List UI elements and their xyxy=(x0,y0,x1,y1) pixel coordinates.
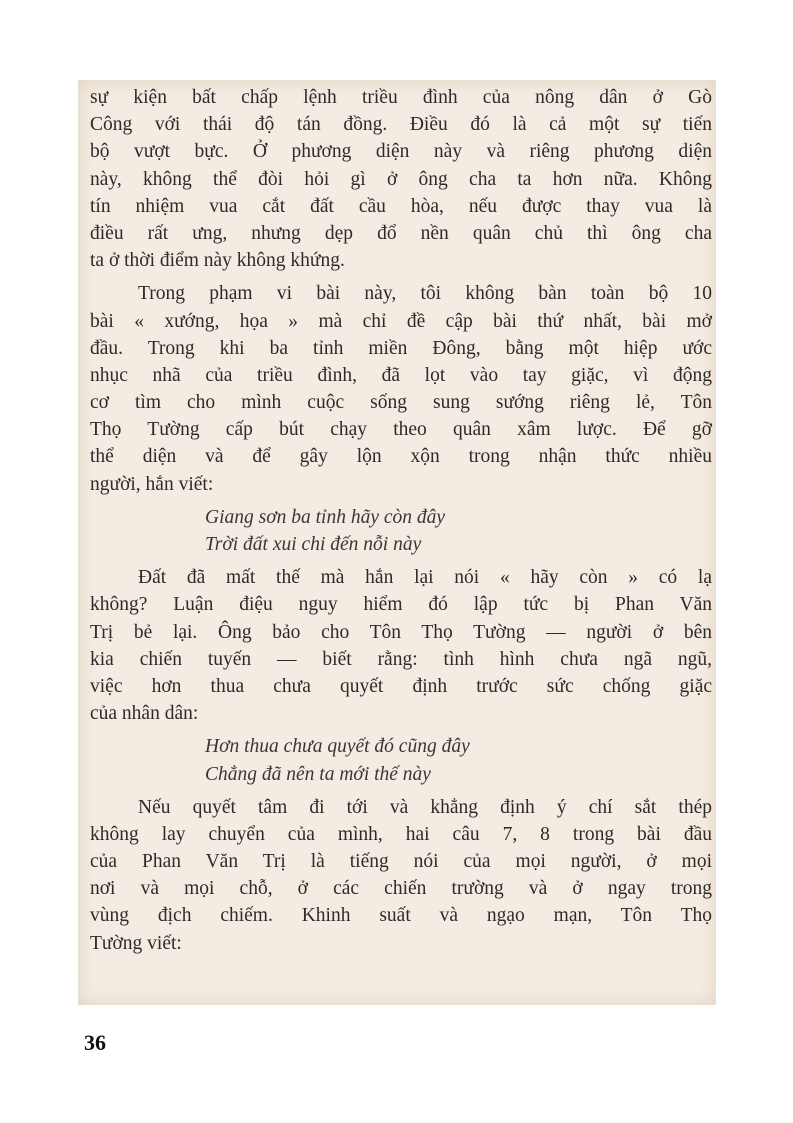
paragraph xyxy=(90,280,712,498)
text-line: ta ở thời điểm này không khứng. xyxy=(90,250,345,272)
text-line: bài « xướng, họa » mà chỉ đề cập bài thứ nhất, bài mở xyxy=(90,310,712,332)
text-line: Trong phạm vi bài này, tôi không bàn toàn bộ 10 xyxy=(138,283,712,305)
text-line: Đất đã mất thế mà hắn lại nói « hãy còn » có lạ xyxy=(138,567,712,589)
text-line: vùng địch chiếm. Khinh suất và ngạo mạn, Tôn Thọ xyxy=(90,905,712,927)
text-line: việc hơn thua chưa quyết định trước sức chống giặc xyxy=(90,675,712,697)
paragraph xyxy=(90,794,712,957)
paragraph xyxy=(90,84,712,274)
verse xyxy=(90,733,712,787)
text-line: thể diện và để gây lộn xộn trong nhận thức nhiều xyxy=(90,446,712,468)
text-line: đầu. Trong khi ba tỉnh miền Đông, bằng một hiệp ước xyxy=(90,337,712,359)
text-line: tín nhiệm vua cắt đất cầu hòa, nếu được thay vua là xyxy=(90,195,712,217)
text-line: cơ tìm cho mình cuộc sống sung sướng riêng lẻ, Tôn xyxy=(90,392,712,414)
text-line: người, hắn viết: xyxy=(90,473,214,495)
text-line: điều rất ưng, nhưng dẹp đổ nền quân chủ thì ông cha xyxy=(90,222,712,244)
text-line: kia chiến tuyến — biết rằng: tình hình chưa ngã ngũ, xyxy=(90,648,712,670)
text-line: Nếu quyết tâm đi tới và khẳng định ý chí sắt thép xyxy=(138,796,712,818)
text-line: nơi và mọi chỗ, ở các chiến trường và ở ngay trong xyxy=(90,878,712,900)
verse xyxy=(90,504,712,558)
verse-line: Hơn thua chưa quyết đó cũng đây xyxy=(205,736,470,758)
text-line: của Phan Văn Trị là tiếng nói của mọi người, ở mọi xyxy=(90,851,712,873)
verse-line: Trời đất xui chi đến nỗi này xyxy=(205,534,422,555)
page-number: 36 xyxy=(84,1030,106,1055)
text-line: không lay chuyển của mình, hai câu 7, 8 trong bài đầu xyxy=(90,823,712,845)
verse-line: Chẳng đã nên ta mới thế này xyxy=(205,763,431,785)
text-line: này, không thể đòi hỏi gì ở ông cha ta hơn nữa. Không xyxy=(90,168,712,190)
verse-line: Giang sơn ba tỉnh hãy còn đây xyxy=(205,506,446,528)
page-body xyxy=(90,84,712,957)
text-line: Trị bẻ lại. Ông bảo cho Tôn Thọ Tường — người ở bên xyxy=(90,621,712,643)
text-line: Thọ Tường cấp bút chạy theo quân xâm lược. Để gỡ xyxy=(90,419,712,441)
paragraph xyxy=(90,564,712,727)
text-line: Công với thái độ tán đồng. Điều đó là cả một sự tiến xyxy=(90,114,712,136)
text-line: sự kiện bất chấp lệnh triều đình của nông dân ở Gò xyxy=(90,87,712,108)
text-line: của nhân dân: xyxy=(90,703,199,725)
text-line: nhục nhã của triều đình, đã lọt vào tay giặc, vì động xyxy=(90,364,712,386)
text-line: bộ vượt bực. Ở phương diện này và riêng phương diện xyxy=(90,141,712,163)
text-line: không? Luận điệu nguy hiểm đó lập tức bị Phan Văn xyxy=(90,594,712,616)
text-line: Tường viết: xyxy=(90,932,182,954)
